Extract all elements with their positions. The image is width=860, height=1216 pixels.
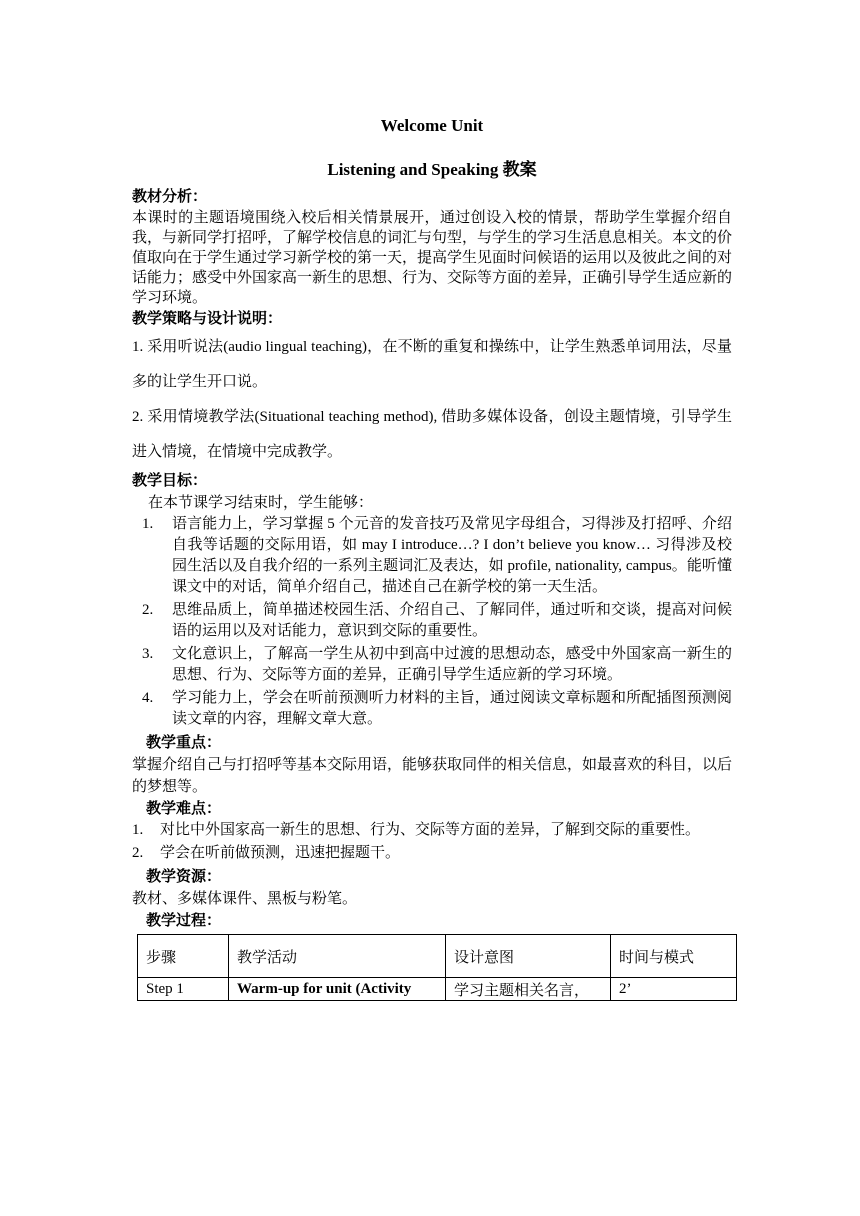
document-title: Welcome Unit <box>380 116 484 135</box>
list-number: 2. <box>132 845 144 861</box>
table-cell: 学习主题相关名言， <box>446 978 611 1001</box>
table-header-cell: 时间与模式 <box>611 935 737 978</box>
table-header-cell: 设计意图 <box>446 935 611 978</box>
objective-item <box>132 688 732 730</box>
table-row <box>138 978 737 1001</box>
objective-text: 文化意识上，了解高一学生从初中到高中过渡的思想动态，感受中外国家高一新生的思想、行为、交际等方面的差异，正确引导学生适应新的学习环境。 <box>172 646 732 683</box>
table-cell: Warm-up for unit (Activity <box>229 978 446 1001</box>
table-header-row <box>138 935 737 978</box>
difficulty-text: 对比中外国家高一新生的思想、行为、交际等方面的差异，了解到交际的重要性。 <box>160 822 701 838</box>
objective-item <box>132 600 732 642</box>
list-number: 2. <box>142 602 154 618</box>
strategy-item-1: 1. 采用听说法(audio lingual teaching)，在不断的重复和操练中，让学生熟悉单词用法，尽量多的让学生开口说。 <box>132 339 732 390</box>
list-number: 4. <box>142 690 154 706</box>
process-heading: 教学过程： <box>146 913 222 929</box>
table-header-cell: 步骤 <box>138 935 229 978</box>
difficulties-heading: 教学难点： <box>146 801 222 817</box>
key-points-text: 掌握介绍自己与打招呼等基本交际用语，能够获取同伴的相关信息，如最喜欢的科目，以后的梦想等。 <box>132 757 733 795</box>
difficulty-text: 学会在听前做预测，迅速把握题干。 <box>160 845 401 861</box>
list-number: 1. <box>142 516 154 532</box>
table-header-cell: 教学活动 <box>229 935 446 978</box>
resources-heading: 教学资源： <box>146 869 222 885</box>
objective-item <box>132 644 732 686</box>
objectives-intro: 在本节课学习结束时，学生能够： <box>148 495 374 511</box>
analysis-heading: 教材分析： <box>132 189 208 205</box>
key-points-heading: 教学重点： <box>146 735 222 751</box>
strategy-heading: 教学策略与设计说明： <box>132 311 283 327</box>
objective-text: 学习能力上，学会在听前预测听力材料的主旨，通过阅读文章标题和所配插图预测阅读文章的内容，理解文章大意。 <box>172 690 732 727</box>
table-cell: 2’ <box>611 978 737 1001</box>
difficulties-list <box>132 820 732 864</box>
analysis-text: 本课时的主题语境围绕入校后相关情景展开，通过创设入校的情景，帮助学生掌握介绍自我，与新同学打招呼，了解学校信息的词汇与句型，与学生的学习生活息息相关。本文的价值取向在于学生通过学习新学校的第一天，提高学生见面时问候语的运用以及彼此之间的对话能力；感受中外国家高一新生的思想、行为、交际等方面的差异，正确引导学生适应新的学习环境。 <box>132 210 733 306</box>
objectives-list <box>132 514 732 730</box>
document-subtitle: Listening and Speaking 教案 <box>327 160 537 179</box>
objectives-heading: 教学目标： <box>132 473 208 489</box>
list-number: 3. <box>142 646 154 662</box>
document-page <box>132 114 732 1001</box>
table-cell: Step 1 <box>138 978 229 1001</box>
resources-text: 教材、多媒体课件、黑板与粉笔。 <box>132 891 358 907</box>
difficulty-item <box>132 843 732 864</box>
objective-text: 语言能力上，学习掌握 5 个元音的发音技巧及常见字母组合，习得涉及打招呼、介绍自我等话题的交际用语，如 may I introduce…? I don’t believe you know… 习得涉及校园生活以及自我介绍的一系列主题词汇及表达，如 profile, nationality, campus。能听懂课文中的对话，简单介绍自己，描述自己在新学校的第一天生活。 <box>172 516 732 595</box>
strategy-item-2: 2. 采用情境教学法(Situational teaching method), 借助多媒体设备，创设主题情境，引导学生进入情境，在情境中完成教学。 <box>132 409 732 460</box>
objective-text: 思维品质上，简单描述校园生活、介绍自己、了解同伴，通过听和交谈，提高对问候语的运用以及对话能力，意识到交际的重要性。 <box>172 602 732 639</box>
process-table <box>137 934 737 1001</box>
objective-item <box>132 514 732 598</box>
list-number: 1. <box>132 822 144 838</box>
difficulty-item <box>132 820 732 841</box>
